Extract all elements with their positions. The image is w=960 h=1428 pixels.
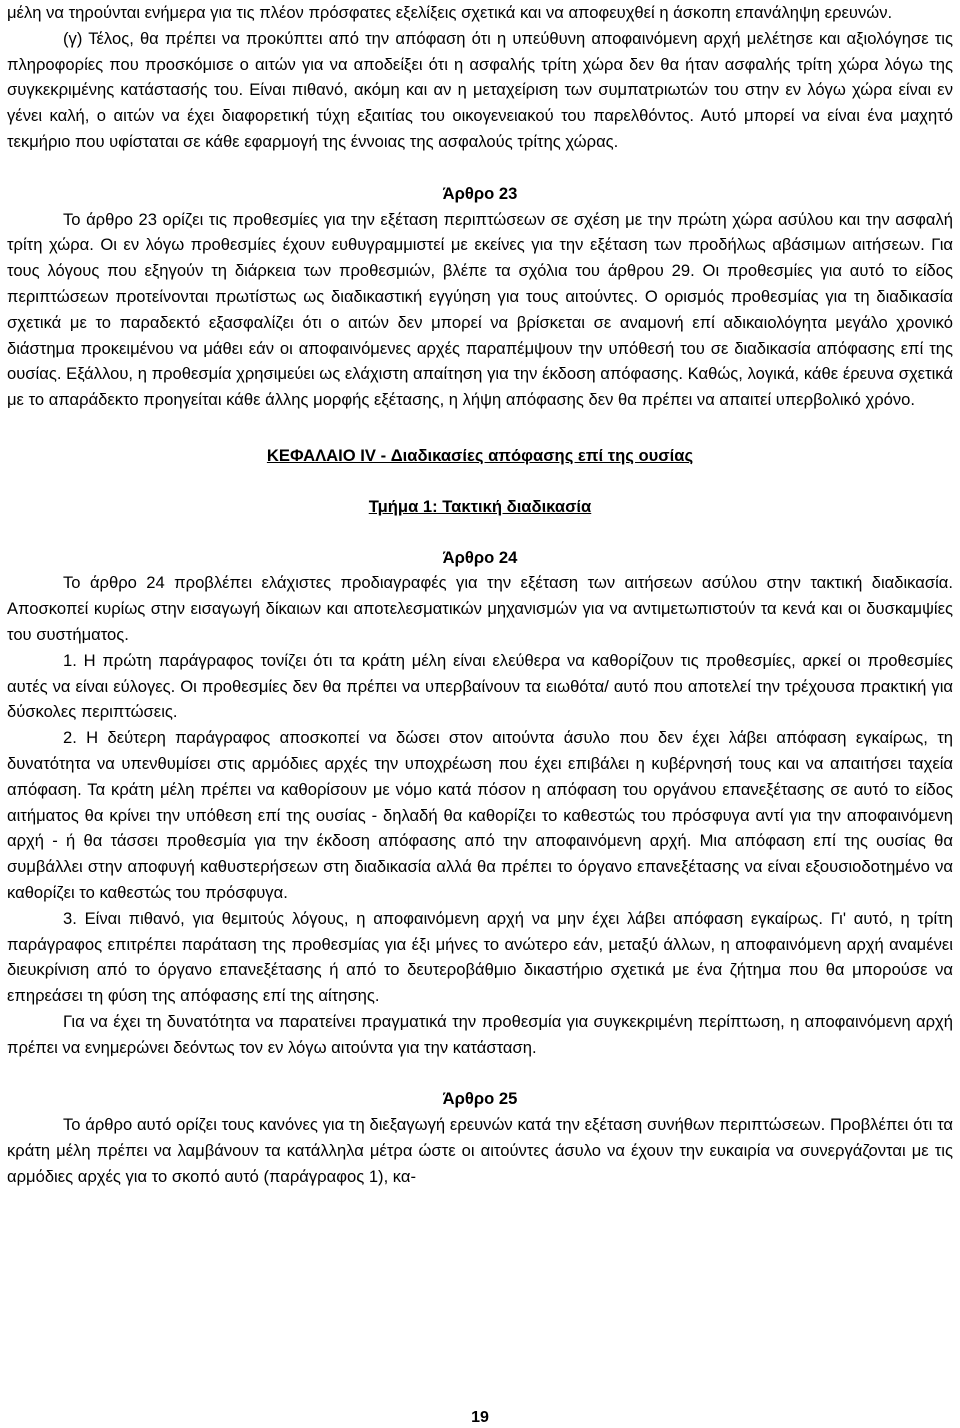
document-page xyxy=(7,0,953,1190)
article-23-heading: Άρθρο 23 xyxy=(442,183,518,203)
section-heading: Τμήμα 1: Τακτική διαδικασία xyxy=(368,496,592,516)
article-25-heading: Άρθρο 25 xyxy=(442,1089,518,1109)
page-number: 19 xyxy=(471,1409,489,1426)
article-25-body: Το άρθρο αυτό ορίζει τους κανόνες για τη διεξαγωγή ερευνών κατά την εξέταση συνήθων περιπτώσεων. Προβλέπει ότι τα κράτη μέλη πρέπει να λαμβάνουν τα κατάλληλα μέτρα ώστε οι αιτούντες άσυλο να έχουν την ευκαιρία να συνεργάζονται με τις αρμόδιες αρχές για το σκοπό αυτό (παράγραφος 1), κα- xyxy=(7,1115,953,1186)
article-24-paragraph-4: Για να έχει τη δυνατότητα να παρατείνει πραγματικά την προθεσμία για συγκεκριμένη περίπτωση, η αποφαινόμενη αρχή πρέπει να ενημερώνει δεόντως τον εν λόγω αιτούντα για την κατάσταση. xyxy=(7,1011,953,1057)
article-24-paragraph-1: 1. Η πρώτη παράγραφος τονίζει ότι τα κράτη μέλη είναι ελεύθερα να καθορίζουν τις προθεσμίες, αρκεί οι προθεσμίες αυτές να είναι εύλογες. Οι προθεσμίες δεν θα πρέπει να υπερβαίνουν τα ειωθότα/ αυτό που αποτελεί την τρέχουσα πρακτική για δύσκολες περιπτώσεις. xyxy=(7,650,953,722)
article-24-intro: Το άρθρο 24 προβλέπει ελάχιστες προδιαγραφές για την εξέταση των αιτήσεων ασύλου στην τακτική διαδικασία. Αποσκοπεί κυρίως στην εισαγωγή δίκαιων και αποτελεσματικών μηχανισμών για να αντιμετωπιστούν τα κενά και οι δυσκαμψίες του συστήματος. xyxy=(7,573,953,644)
article-24-paragraph-3: 3. Είναι πιθανό, για θεμιτούς λόγους, η αποφαινόμενη αρχή να μην έχει λάβει απόφαση εγκαίρως. Γι' αυτό, η τρίτη παράγραφος επιτρέπει παράταση της προθεσμίας για έξι μήνες το ανώτερο εάν, μεταξύ άλλων, η αποφαινόμενη αρχή αναμένει διευκρίνιση από το όργανο επανεξέτασης ή από το δευτεροβάθμιο δικαστήριο σχετικά με ένα ζήτημα που θα μπορούσε να επηρεάσει τη φύση της απόφασης επί της αίτησης. xyxy=(7,908,953,1006)
chapter-heading: ΚΕΦΑΛΑΙΟ IV - Διαδικασίες απόφασης επί της ουσίας xyxy=(266,445,694,465)
intro-continuation: μέλη να τηρούνται ενήμερα για τις πλέον πρόσφατες εξελίξεις σχετικά και να αποφευχθεί η άσκοπη επανάληψη ερευνών. xyxy=(7,3,893,22)
article-24-paragraph-2: 2. Η δεύτερη παράγραφος αποσκοπεί να δώσει στον αιτούντα άσυλο που δεν έχει λάβει απόφαση εγκαίρως, τη δυνατότητα να υπενθυμίσει στις αρμόδιες αρχές την υποχρέωση που έχει επιβάλει η κυβέρνησή τους και να απαιτήσει ταχεία απόφαση. Τα κράτη μέλη πρέπει να καθορίσουν με νόμο κατά πόσον η απόφαση του οργάνου επανεξέτασης σε αυτό το είδος αιτήματος θα κρίνει την υπόθεση επί της ουσίας - δηλαδή θα καθορίζει το καθεστώς του πρόσφυγα αντί για την αποφαινόμενη αρχή - ή θα τάσσει προθεσμία για την έκδοση απόφασης από την αποφαινόμενη αρχή. Μια απόφαση επί της ουσίας θα συμβάλλει στην αποφυγή καθυστερήσεων στη διαδικασία αλλά θα πρέπει το όργανο επανεξέτασης να είναι εξουσιοδοτημένο να καθορίζει το καθεστώς του πρόσφυγα. xyxy=(7,728,953,902)
paragraph-c: (γ) Τέλος, θα πρέπει να προκύπτει από την απόφαση ότι η υπεύθυνη αποφαινόμενη αρχή μελέτησε και αξιολόγησε τις πληροφορίες που προσκόμισε ο αιτών για να αποδείξει ότι η ασφαλής τρίτη χώρα δεν θα ήταν ασφαλής τρίτη χώρα λόγω της συγκεκριμένης κατάστασής του. Είναι πιθανό, ακόμη και αν η μεταχείριση των συμπατριωτών του στην εν λόγω χώρα είναι εν γένει καλή, ο αιτών να έχει διαφορετική τύχη εξαιτίας του οικογενειακού του παρελθόντος. Αυτό μπορεί να είναι ένα μαχητό τεκμήριο που υφίσταται σε κάθε εφαρμογή της έννοιας της ασφαλούς τρίτης χώρας. xyxy=(7,28,953,151)
article-23-body: Το άρθρο 23 ορίζει τις προθεσμίες για την εξέταση περιπτώσεων σε σχέση με την πρώτη χώρα ασύλου και την ασφαλή τρίτη χώρα. Οι εν λόγω προθεσμίες έχουν ευθυγραμμιστεί με εκείνες για την εξέταση των προδήλως αβάσιμων αιτήσεων. Για τους λόγους που εξηγούν τη διάρκεια των προθεσμιών, βλέπε τα σχόλια του άρθρου 29. Οι προθεσμίες για αυτό το είδος περιπτώσεων προτείνονται πρωτίστως ως διαδικαστική εγγύηση για τους αιτούντες. Ο ορισμός προθεσμίας για τη διαδικασία σχετικά με το παραδεκτό εξασφαλίζει ότι ο αιτών δεν μπορεί να βρίσκεται σε αναμονή επί αδικαιολόγητα μεγάλο χρονικό διάστημα προκειμένου να μάθει εάν οι αποφαινόμενες αρχές παραπέμψουν την υπόθεσή του σε διαδικασία απόφασης επί της ουσίας. Εξάλλου, η προθεσμία χρησιμεύει ως ελάχιστη απαίτηση για την έκδοση απόφασης. Καθώς, λογικά, κάθε έρευνα σχετικά με το απαράδεκτο προηγείται κάθε άλλης μορφής εξέτασης, η λήψη απόφασης δεν θα πρέπει να απαιτεί υπερβολικό χρόνο. xyxy=(7,209,953,410)
article-24-heading: Άρθρο 24 xyxy=(442,547,518,567)
